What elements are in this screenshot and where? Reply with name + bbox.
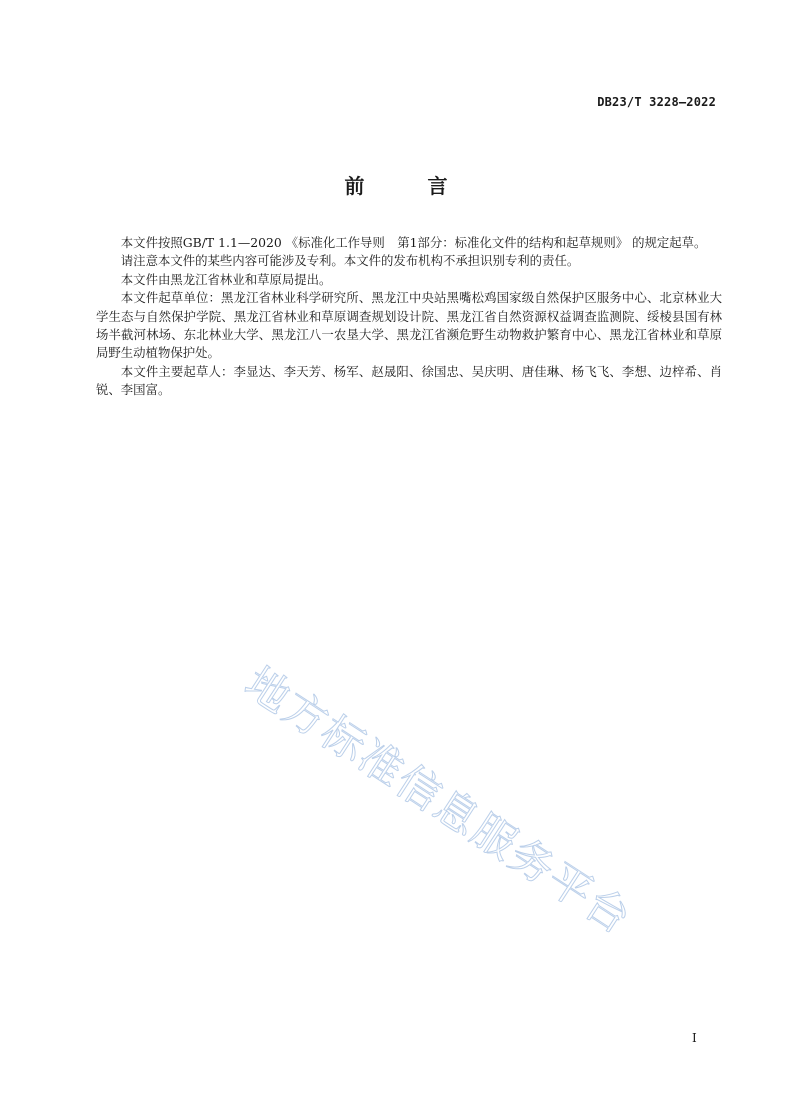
paragraph-main-drafters: 本文件主要起草人：李显达、李天芳、杨军、赵晟阳、徐国忠、吴庆明、唐佳琳、杨飞飞、李想、边梓希、肖锐、李国富。: [96, 363, 722, 398]
watermark: 地方标准信息服务平台: [235, 657, 641, 945]
page-number: I: [692, 1031, 697, 1045]
paragraph-drafting-units: 本文件起草单位：黑龙江省林业科学研究所、黑龙江中央站黑嘴松鸡国家级自然保护区服务中心、北京林业大学生态与自然保护学院、黑龙江省林业和草原调查规划设计院、黑龙江省自然资源权益调查监测院、绥棱县国有林场半截河林场、东北林业大学、黑龙江八一农垦大学、黑龙江省濒危野生动物救护繁育中心、黑龙江省林业和草原局野生动植物保护处。: [96, 290, 722, 361]
foreword-body: [96, 234, 722, 400]
standard-code: DB23/T 3228—2022: [597, 95, 716, 109]
paragraph-proposer: 本文件由黑龙江省林业和草原局提出。: [120, 271, 332, 287]
paragraph-patent-notice: 请注意本文件的某些内容可能涉及专利。本文件的发布机构不承担识别专利的责任。: [120, 253, 580, 269]
paragraph-drafting-rules: 本文件按照GB/T 1.1—2020 《标准化工作导则 第1部分：标准化文件的结构和起草规则》 的规定起草。: [120, 235, 707, 250]
page-title: 前 言: [344, 174, 476, 198]
